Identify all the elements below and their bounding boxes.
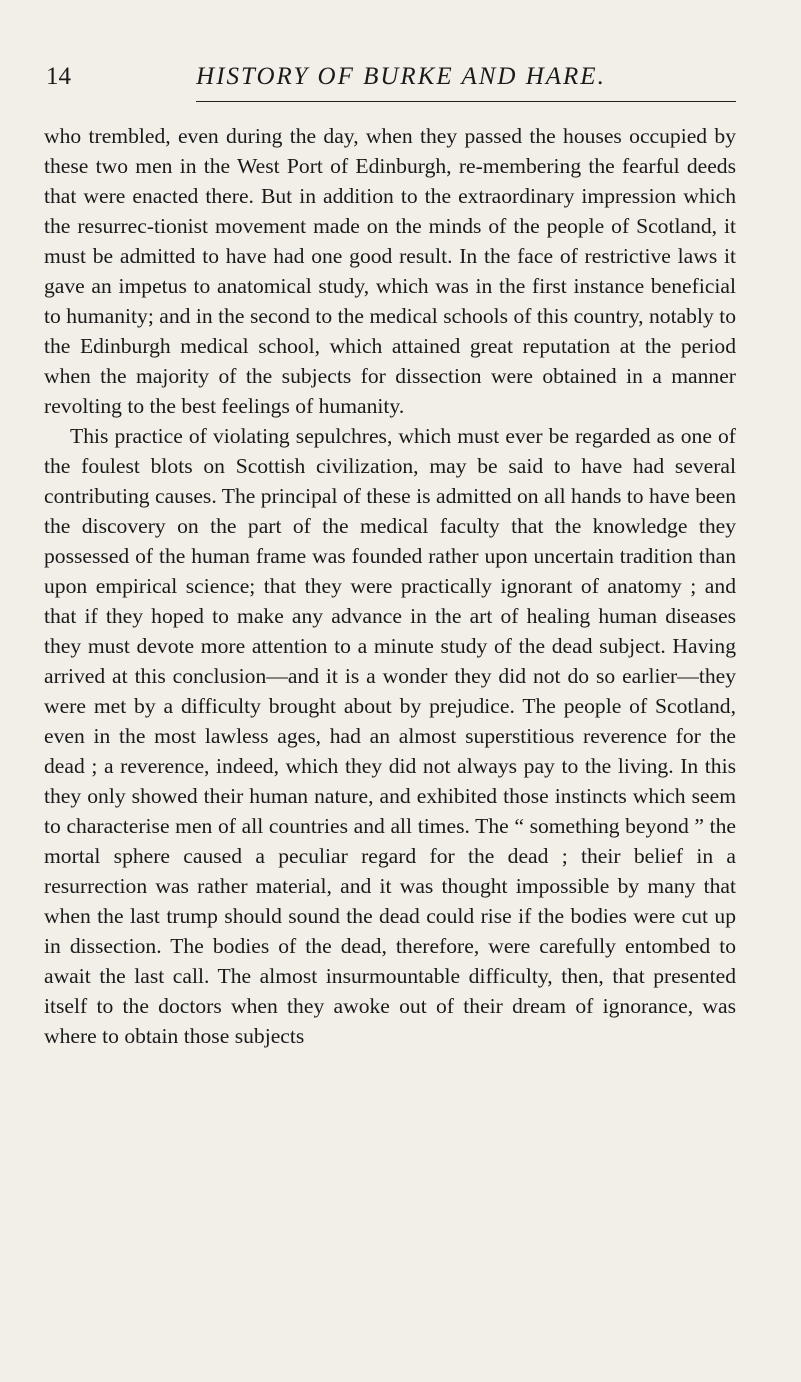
header-rule: [196, 101, 736, 102]
body-text: [44, 121, 736, 1051]
running-head-title: HISTORY OF BURKE AND HARE.: [196, 63, 606, 90]
running-head: [46, 63, 736, 95]
paragraph-2: This practice of violating sepulchres, which must ever be regarded as one of the foulest blots on Scottish civilization, may be said to have had several contributing causes. The principal of these is admitted on all hands to have been the discovery on the part of the medical faculty that the knowledge they possessed of the human frame was founded rather upon uncertain tradition than upon empirical science; that they were practically ignorant of anatomy ; and that if they hoped to make any advance in the art of healing human diseases they must devote more attention to a minute study of the dead subject. Having arrived at this conclusion—and it is a wonder they did not do so earlier—they were met by a difficulty brought about by prejudice. The people of Scotland, even in the most lawless ages, had an almost superstitious reverence for the dead ; a reverence, indeed, which they did not always pay to the living. In this they only showed their human nature, and exhibited those instincts which seem to characterise men of all countries and all times. The “ something beyond ” the mortal sphere caused a peculiar regard for the dead ; their belief in a resurrection was rather material, and it was thought impossible by many that when the last trump should sound the dead could rise if the bodies were cut up in dissection. The bodies of the dead, therefore, were carefully entombed to await the last call. The almost insurmountable difficulty, then, that presented itself to the doctors when they awoke out of their dream of ignorance, was where to obtain those subjects: [44, 424, 736, 1048]
page-number: 14: [46, 63, 71, 90]
paragraph-1: who trembled, even during the day, when they passed the houses occupied by these two men in the West Port of Edinburgh, re-membering the fearful deeds that were enacted there. But in addition to the extraordinary impression which the resurrec-tionist movement made on the minds of the people of Scotland, it must be admitted to have had one good result. In the face of restrictive laws it gave an impetus to anatomical study, which was in the first instance beneficial to humanity; and in the second to the medical schools of this country, notably to the Edinburgh medical school, which attained great reputation at the period when the majority of the subjects for dissection were obtained in a manner revolting to the best feelings of humanity.: [44, 124, 736, 418]
